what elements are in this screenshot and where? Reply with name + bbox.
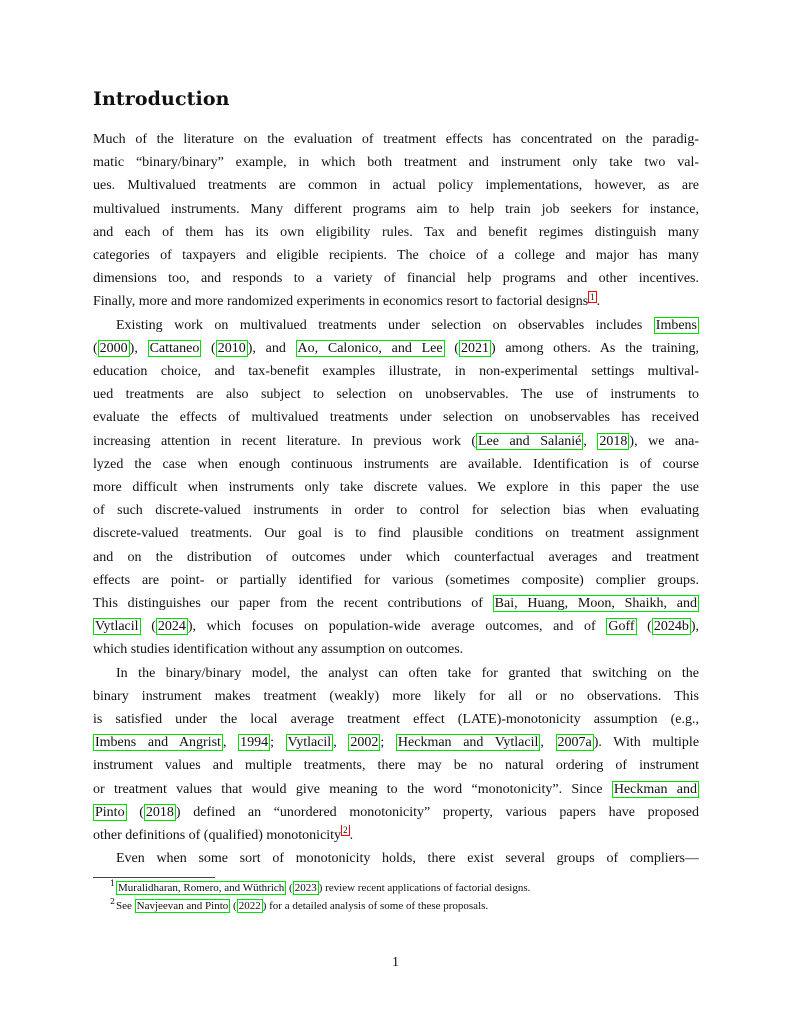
text-run: , bbox=[540, 735, 556, 751]
text-line bbox=[93, 129, 699, 151]
text-run: more difficult when instruments only take discrete values. We explore in this paper the use bbox=[93, 480, 699, 495]
text-run: is satisfied under the local average treatment effect (LATE)-monotonicity assumption (e.g., bbox=[93, 712, 699, 727]
text-line bbox=[93, 547, 699, 569]
citation-link[interactable]: 2021 bbox=[460, 340, 489, 356]
text-run: instrument values and multiple treatments, there may be no natural ordering of instrument bbox=[93, 758, 699, 774]
text-run: categories of taxpayers and eligible recipients. The choice of a college and major has many bbox=[93, 248, 699, 263]
footnote-ref-link[interactable]: 1 bbox=[590, 291, 595, 302]
text-run: ) for a detailed analysis of some of these proposals. bbox=[262, 900, 489, 912]
text-run: and on the distribution of outcomes under which counterfactual averages and treatment bbox=[93, 549, 699, 565]
text-run: ) defined an “unordered monotonicity” property, various papers have proposed bbox=[175, 804, 699, 820]
text-run: multivalued instruments. Many different programs aim to help train job seekers for instance, bbox=[93, 201, 699, 217]
text-run: and each of them has its own eligibility rules. Tax and benefit regimes distinguish many bbox=[93, 224, 699, 240]
text-line bbox=[93, 616, 699, 638]
text-run: , bbox=[583, 433, 598, 449]
text-line bbox=[93, 686, 699, 708]
footnote-ref-link[interactable]: 2 bbox=[343, 825, 348, 836]
footnote-mark: 1 bbox=[110, 879, 116, 888]
text-run: Finally, more and more randomized experiments in economics resort to factorial designs bbox=[93, 294, 589, 310]
text-line bbox=[93, 407, 699, 429]
text-line bbox=[93, 454, 699, 476]
text-run: ues. Multivalued treatments are common in actual policy implementations, however, as are bbox=[93, 178, 699, 194]
text-line bbox=[93, 639, 699, 661]
text-run: ), bbox=[690, 619, 699, 635]
text-line bbox=[93, 593, 699, 615]
text-run: ; bbox=[270, 735, 286, 751]
text-run: ( bbox=[126, 804, 144, 820]
text-line bbox=[93, 848, 699, 870]
text-line bbox=[93, 361, 699, 383]
text-run: ( bbox=[286, 882, 293, 894]
text-line bbox=[93, 500, 699, 522]
text-run: ). With multiple bbox=[593, 735, 699, 751]
section-heading: Introduction bbox=[93, 88, 230, 110]
text-run: ), which focuses on population-wide average outcomes, and of bbox=[187, 619, 607, 635]
text-run: other definitions of (qualified) monotonicity bbox=[93, 828, 342, 843]
text-line bbox=[93, 338, 699, 360]
citation-link[interactable]: Vytlacil bbox=[95, 619, 139, 635]
text-run: evaluate the effects of multivalued treatments under selection on unobservables has received bbox=[93, 410, 699, 426]
text-run: discrete-valued treatments. Our goal is to find plausible conditions on treatment assignment bbox=[93, 526, 699, 542]
citation-link[interactable]: Pinto bbox=[95, 804, 125, 820]
text-run: ( bbox=[93, 340, 98, 356]
text-line bbox=[93, 570, 699, 592]
text-run: binary instrument makes treatment (weakly) more likely for all or no observations. This bbox=[93, 688, 699, 704]
citation-link[interactable]: Heckman and Vytlacil bbox=[397, 735, 539, 751]
text-line bbox=[93, 709, 699, 731]
text-run: ( bbox=[636, 619, 652, 635]
text-run: . bbox=[596, 294, 601, 310]
text-run: ) review recent applications of factorial designs. bbox=[318, 882, 531, 894]
page-number: 1 bbox=[392, 955, 399, 970]
citation-link[interactable]: 2002 bbox=[350, 735, 379, 751]
citation-link[interactable]: 2010 bbox=[217, 340, 246, 356]
citation-link[interactable]: 2022 bbox=[238, 900, 261, 912]
citation-link[interactable]: 2024b bbox=[653, 619, 689, 635]
citation-link[interactable]: Vytlacil bbox=[287, 735, 332, 751]
text-run: Existing work on multivalued treatments under selection on observables includes bbox=[116, 317, 654, 333]
citation-link[interactable]: 2023 bbox=[294, 882, 317, 894]
citation-link[interactable]: Lee and Salanié bbox=[477, 433, 582, 449]
text-run: of such discrete-valued instruments in order to control for selection bias when evaluating bbox=[93, 503, 699, 519]
text-run: ), bbox=[129, 340, 148, 356]
text-line bbox=[93, 245, 699, 267]
citation-link[interactable]: Imbens bbox=[655, 317, 697, 333]
text-run: . bbox=[349, 828, 354, 843]
footnote-rule bbox=[93, 877, 215, 878]
text-line bbox=[93, 523, 699, 545]
text-line bbox=[93, 199, 699, 221]
citation-link[interactable]: 1994 bbox=[240, 735, 269, 751]
citation-link[interactable]: 2024 bbox=[157, 619, 186, 635]
text-run: , bbox=[333, 735, 349, 751]
citation-link[interactable]: Muralidharan, Romero, and Wüthrich bbox=[118, 882, 285, 894]
citation-link[interactable]: 2000 bbox=[99, 340, 128, 356]
text-run: effects are point- or partially identified for various (sometimes composite) complier groups. bbox=[93, 572, 699, 588]
citation-link[interactable]: Imbens and Angrist bbox=[95, 735, 221, 751]
text-run: matic “binary/binary” example, in which both treatment and instrument only take two val- bbox=[93, 155, 699, 171]
text-run: , bbox=[222, 735, 239, 751]
footnote-text bbox=[116, 881, 530, 895]
text-line bbox=[93, 732, 699, 754]
text-line bbox=[93, 268, 699, 290]
text-line bbox=[93, 802, 699, 824]
citation-link[interactable]: Heckman and bbox=[613, 781, 697, 797]
text-run: In the binary/binary model, the analyst can often take for granted that switching on the bbox=[116, 665, 699, 681]
text-run: See bbox=[116, 900, 135, 912]
footnote-text bbox=[116, 899, 488, 913]
text-line bbox=[93, 755, 699, 777]
footnote-mark: 2 bbox=[110, 897, 116, 906]
text-line bbox=[93, 152, 699, 174]
text-run: Much of the literature on the evaluation of treatment effects has concentrated on the paradig- bbox=[93, 132, 699, 147]
citation-link[interactable]: Navjeevan and Pinto bbox=[136, 900, 229, 912]
citation-link[interactable]: 2018 bbox=[145, 804, 174, 820]
text-run: ( bbox=[201, 340, 216, 356]
text-run: ued treatments are also subject to selection on unobservables. The use of instruments to bbox=[93, 387, 699, 403]
citation-link[interactable]: 2018 bbox=[599, 433, 628, 449]
text-run: Even when some sort of monotonicity holds, there exist several groups of compliers— bbox=[116, 851, 699, 867]
text-run: This distinguishes our paper from the recent contributions of bbox=[93, 596, 493, 611]
text-run: increasing attention in recent literature. In previous work ( bbox=[93, 433, 476, 449]
text-run: ), and bbox=[247, 340, 296, 356]
text-run: ( bbox=[444, 340, 459, 356]
text-line bbox=[93, 825, 699, 847]
text-line bbox=[93, 175, 699, 197]
text-line bbox=[93, 431, 699, 453]
text-line bbox=[93, 779, 699, 801]
citation-link[interactable]: 2007a bbox=[557, 735, 592, 751]
text-line bbox=[93, 315, 699, 337]
text-run: ; bbox=[380, 735, 396, 751]
citation-link[interactable]: Cattaneo bbox=[149, 340, 200, 356]
text-run: lyzed the case when enough continuous instruments are available. Identification is of course bbox=[93, 456, 699, 472]
citation-link[interactable]: Goff bbox=[608, 619, 635, 635]
text-line bbox=[93, 384, 699, 406]
text-run: ( bbox=[140, 619, 156, 635]
citation-link[interactable]: Ao, Calonico, and Lee bbox=[297, 340, 443, 356]
text-run: or treatment values that would give meaning to the word “monotonicity”. Since bbox=[93, 781, 612, 797]
text-run: ( bbox=[230, 900, 237, 912]
text-run: ) among others. As the training, bbox=[490, 340, 699, 356]
text-line bbox=[93, 222, 699, 244]
text-run: education choice, and tax-benefit examples illustrate, in non-experimental settings multival- bbox=[93, 364, 699, 379]
text-run: dimensions too, and responds to a variety of financial help programs and other incentives. bbox=[93, 271, 699, 287]
text-line bbox=[93, 663, 699, 685]
text-run: ), we ana- bbox=[629, 433, 699, 449]
text-line bbox=[93, 291, 699, 313]
citation-link[interactable]: Bai, Huang, Moon, Shaikh, and bbox=[494, 596, 697, 611]
text-line bbox=[93, 477, 699, 499]
text-run: which studies identification without any assumption on outcomes. bbox=[93, 642, 464, 658]
